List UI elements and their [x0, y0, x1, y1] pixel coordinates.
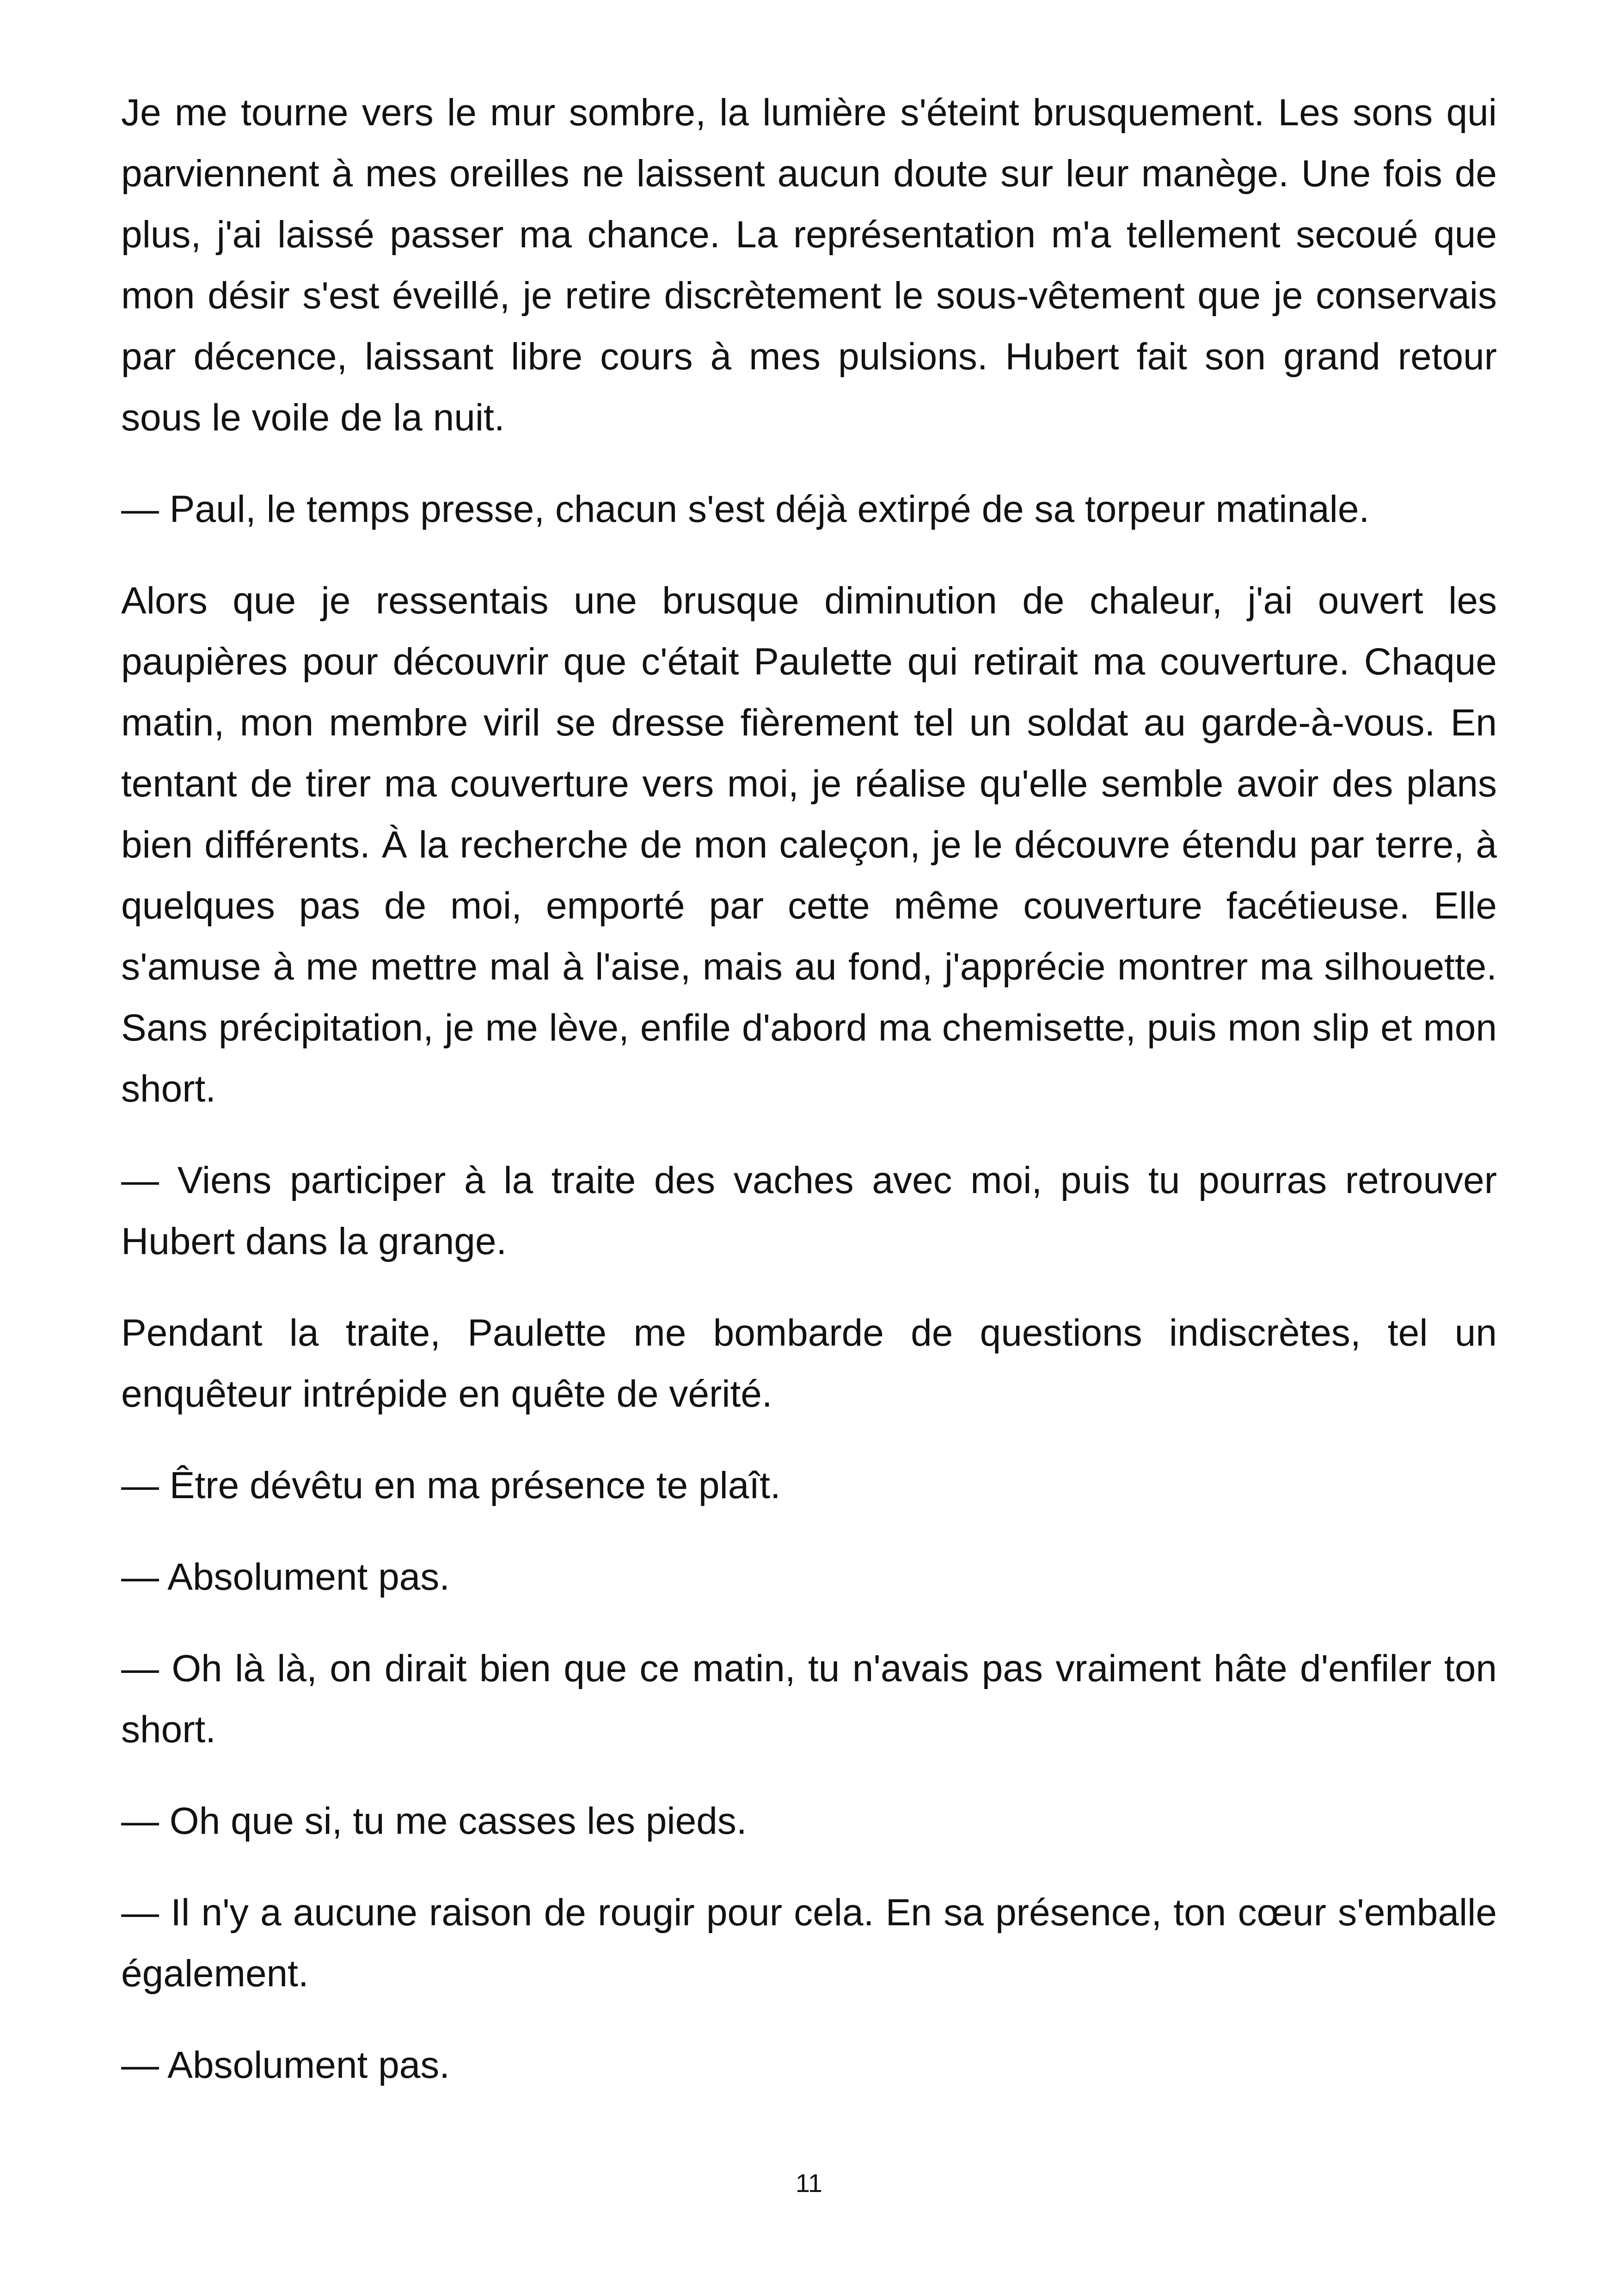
paragraph: Alors que je ressentais une brusque diminution de chaleur, j'ai ouvert les paupières pour découvrir que c'était Paulette qui retirait ma couverture. Chaque matin, mon membre viril se dresse fièrement tel un soldat au garde-à-vous. En tentant de tirer ma couverture vers moi, je réalise qu'elle semble avoir des plans bien différents. À la recherche de mon caleçon, je le découvre étendu par terre, à quelques pas de moi, emporté par cette même couverture facétieuse. Elle s'amuse à me mettre mal à l'aise, mais au fond, j'apprécie montrer ma silhouette. Sans précipitation, je me lève, enfile d'abord ma chemisette, puis mon slip et mon short. — [121, 580, 1497, 1110]
dialogue-line: — Viens participer à la traite des vaches avec moi, puis tu pourras retrouver Hubert dans la grange. — [121, 1159, 1497, 1262]
dialogue-line: — Absolument pas. — [121, 2044, 450, 2086]
dialogue-line: — Paul, le temps presse, chacun s'est déjà extirpé de sa torpeur matinale. — [121, 488, 1370, 530]
paragraph: Je me tourne vers le mur sombre, la lumière s'éteint brusquement. Les sons qui parviennent à mes oreilles ne laissent aucun doute sur leur manège. Une fois de plus, j'ai laissé passer ma chance. La représentation m'a tellement secoué que mon désir s'est éveillé, je retire discrètement le sous-vêtement que je conservais par décence, laissant libre cours à mes pulsions. Hubert fait son grand retour sous le voile de la nuit. — [121, 92, 1497, 439]
dialogue-line: — Être dévêtu en ma présence te plaît. — [121, 1464, 781, 1506]
dialogue-line: — Absolument pas. — [121, 1556, 450, 1598]
body-text — [121, 82, 1497, 2126]
dialogue-line: — Oh que si, tu me casses les pieds. — [121, 1800, 747, 1842]
paragraph: Pendant la traite, Paulette me bombarde de questions indiscrètes, tel un enquêteur intrépide en quête de vérité. — [121, 1312, 1497, 1415]
dialogue-line: — Il n'y a aucune raison de rougir pour cela. En sa présence, ton cœur s'emballe également. — [121, 1892, 1497, 1995]
page-number: 11 — [795, 2168, 823, 2198]
dialogue-line: — Oh là là, on dirait bien que ce matin, tu n'avais pas vraiment hâte d'enfiler ton short. — [121, 1647, 1497, 1751]
